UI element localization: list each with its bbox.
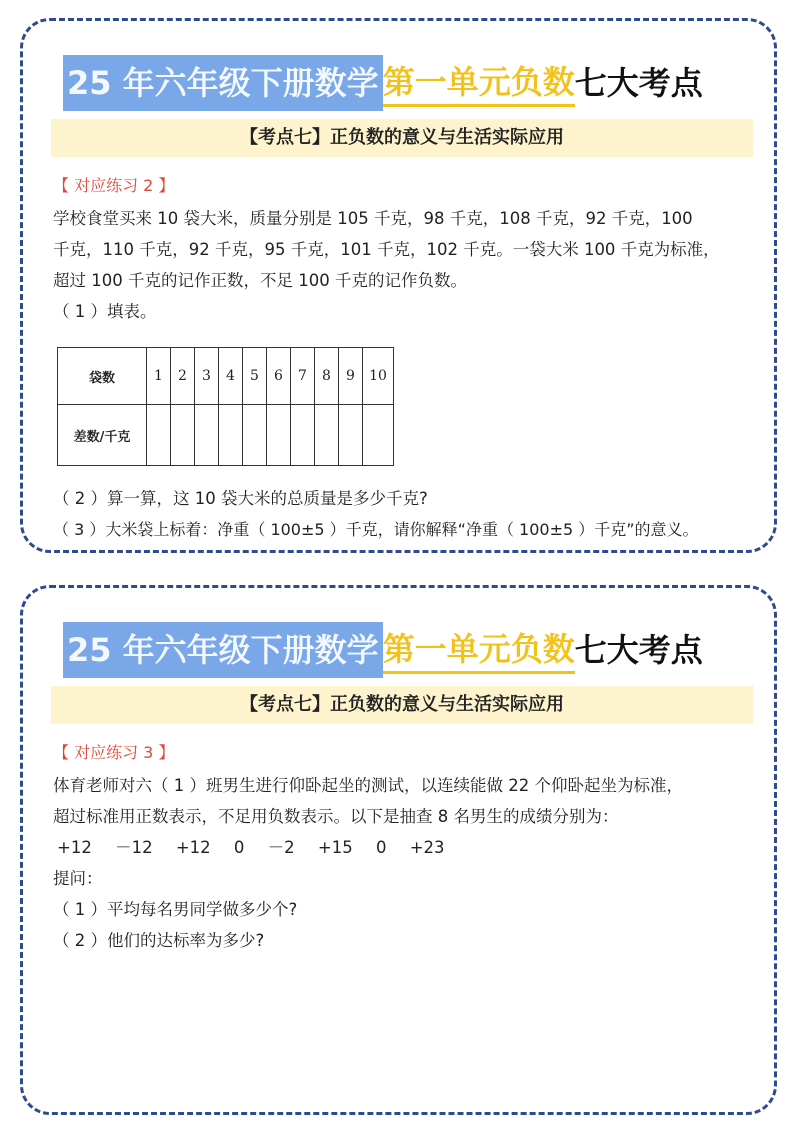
score-value: +12 bbox=[57, 838, 92, 857]
question-2: （ 2 ）他们的达标率为多少? bbox=[53, 931, 265, 950]
title-yellow-part: 第一单元负数 bbox=[383, 60, 575, 107]
question-1: （ 1 ）填表。 bbox=[53, 302, 157, 321]
table-blank-cell[interactable] bbox=[195, 405, 219, 466]
table-header-diff: 差数/千克 bbox=[58, 405, 147, 466]
problem-line: 千克，110 千克，92 千克，95 千克，101 千克，102 千克。一袋大米 100 千克为标准， bbox=[53, 240, 720, 259]
score-value: 0 bbox=[233, 838, 245, 857]
table-col-6: 6 bbox=[267, 348, 291, 405]
fill-in-table bbox=[57, 347, 394, 466]
topic-subhead: 【考点七】正负数的意义与生活实际应用 bbox=[51, 119, 753, 157]
table-col-9: 9 bbox=[339, 348, 363, 405]
title-black-part: 七大考点 bbox=[574, 631, 703, 669]
problem-line: 超过 100 千克的记作正数，不足 100 千克的记作负数。 bbox=[53, 271, 467, 290]
ask-label: 提问： bbox=[53, 869, 103, 888]
questions bbox=[53, 483, 699, 545]
title-yellow-part: 第一单元负数 bbox=[383, 627, 575, 674]
table-blank-cell[interactable] bbox=[243, 405, 267, 466]
problem-text bbox=[53, 770, 683, 956]
card-title bbox=[63, 621, 703, 679]
table-blank-cell[interactable] bbox=[291, 405, 315, 466]
table-blank-cell[interactable] bbox=[339, 405, 363, 466]
problem-line: 体育老师对六（ 1 ）班男生进行仰卧起坐的测试，以连续能做 22 个仰卧起坐为标准， bbox=[53, 776, 683, 795]
table-col-4: 4 bbox=[219, 348, 243, 405]
worksheet-card-2 bbox=[20, 585, 777, 1115]
table-blank-cell[interactable] bbox=[219, 405, 243, 466]
table-blank-cell[interactable] bbox=[315, 405, 339, 466]
exercise-label: 【 对应练习 2 】 bbox=[53, 176, 175, 195]
card-title bbox=[63, 54, 703, 112]
score-list bbox=[53, 832, 683, 863]
table-col-5: 5 bbox=[243, 348, 267, 405]
score-value: +23 bbox=[409, 838, 445, 857]
table-col-10: 10 bbox=[363, 348, 394, 405]
question-3: （ 3 ）大米袋上标着：净重（ 100±5 ）千克，请你解释“净重（ 100±5 ）千克”的意义。 bbox=[53, 520, 699, 539]
table-blank-cell[interactable] bbox=[267, 405, 291, 466]
table-col-8: 8 bbox=[315, 348, 339, 405]
title-blue-part: 25 年六年级下册数学 bbox=[63, 622, 383, 678]
score-value: +15 bbox=[317, 838, 353, 857]
score-value: －2 bbox=[267, 838, 295, 857]
table-blank-cell[interactable] bbox=[147, 405, 171, 466]
problem-text bbox=[53, 203, 720, 327]
score-value: +12 bbox=[175, 838, 211, 857]
table-col-2: 2 bbox=[171, 348, 195, 405]
question-2: （ 2 ）算一算，这 10 袋大米的总质量是多少千克? bbox=[53, 489, 428, 508]
score-value: －12 bbox=[115, 838, 153, 857]
score-value: 0 bbox=[375, 838, 387, 857]
table-col-3: 3 bbox=[195, 348, 219, 405]
table-blank-cell[interactable] bbox=[363, 405, 394, 466]
table-col-1: 1 bbox=[147, 348, 171, 405]
topic-subhead: 【考点七】正负数的意义与生活实际应用 bbox=[51, 686, 753, 724]
table-header-bags: 袋数 bbox=[58, 348, 147, 405]
title-black-part: 七大考点 bbox=[574, 64, 703, 102]
table-blank-cell[interactable] bbox=[171, 405, 195, 466]
worksheet-card-1 bbox=[20, 18, 777, 553]
title-blue-part: 25 年六年级下册数学 bbox=[63, 55, 383, 111]
problem-line: 超过标准用正数表示，不足用负数表示。以下是抽查 8 名男生的成绩分别为： bbox=[53, 807, 619, 826]
exercise-label: 【 对应练习 3 】 bbox=[53, 743, 175, 762]
problem-line: 学校食堂买来 10 袋大米，质量分别是 105 千克，98 千克，108 千克，92 千克，100 bbox=[53, 209, 693, 228]
question-1: （ 1 ）平均每名男同学做多少个? bbox=[53, 900, 298, 919]
table-col-7: 7 bbox=[291, 348, 315, 405]
